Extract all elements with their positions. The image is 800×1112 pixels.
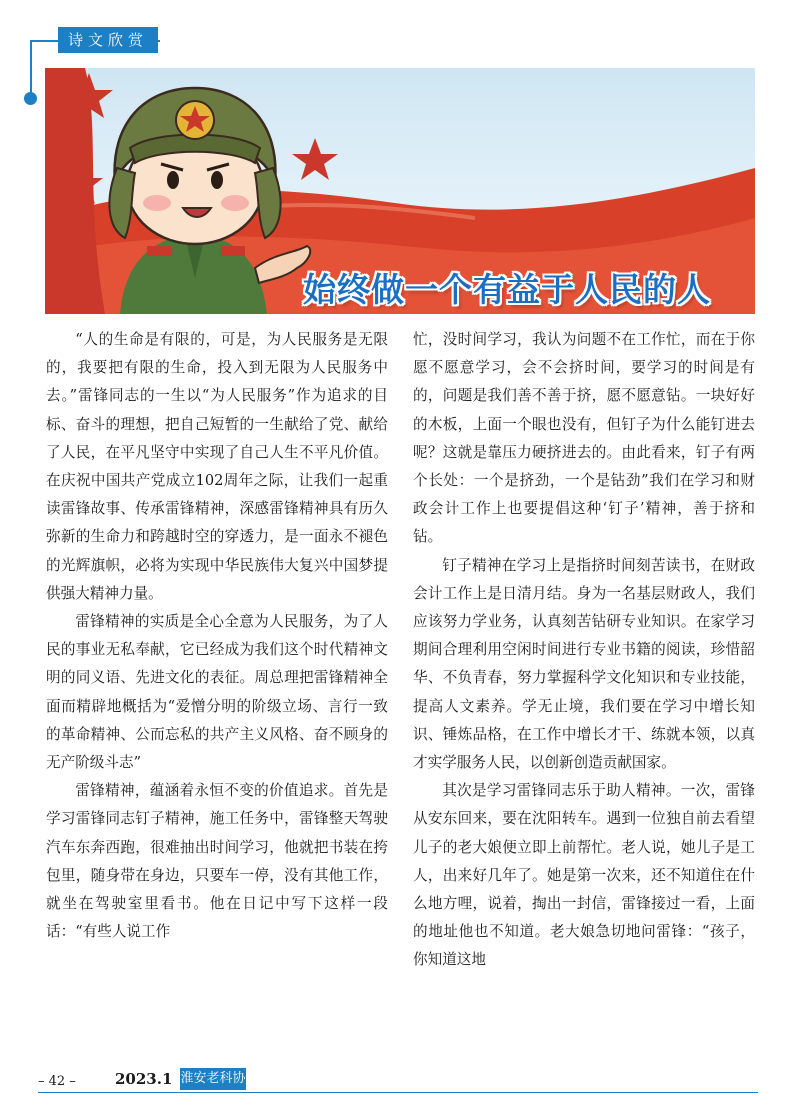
paragraph: 雷锋精神，蕴涵着永恒不变的价值追求。首先是学习雷锋同志钉子精神，施工任务中，雷锋整天驾驶汽车东奔西跑，很难抽出时间学习，他就把书装在挎包里，随身带在身边，只要车一停，没有其他工作，就坐在驾驶室里看书。他在日记中写下这样一段话：“有些人说工作 (46, 782, 388, 941)
section-dot (24, 92, 37, 105)
article-banner (45, 68, 755, 361)
article-title: 始终做一个有益于人民的人 (303, 270, 711, 309)
paragraph: 雷锋精神的实质是全心全意为人民服务，为了人民的事业无私奉献，它已经成为我们这个时代精神文明的同义语、先进文化的表征。周总理把雷锋精神全面而精辟地概括为“爱憎分明的阶级立场、言行一致的革命精神、公而忘私的共产主义风格、奋不顾身的无产阶级斗志” (46, 613, 388, 772)
section-rule-vertical (30, 40, 32, 98)
article-column-right (413, 326, 755, 975)
paragraph-continued: 忙，没时间学习，我认为问题不在工作忙，而在于你愿不愿意学习，会不会挤时间，要学习的时间是有的，问题是我们善不善于挤，愿不愿意钻。一块好好的木板，上面一个眼也没有，但钉子为什么能钉进去呢？这就是靠压力硬挤进去的。由此看来，钉子有两个长处：一个是挤劲，一个是钻劲”我们在学习和财政会计工作上也要提倡这种‘钉子’精神，善于挤和钻。 (413, 331, 755, 546)
author-organization: 淮安区老科协财经分会 (420, 345, 560, 361)
section-tag: 诗文欣赏 (58, 27, 158, 53)
paragraph: 钉子精神在学习上是指挤时间刻苦读书，在财政会计工作上是日清月结。身为一名基层财政人，我们应该努力学业务，认真刻苦钻研专业知识。在家学习期间合理利用空闲时间进行专业书籍的阅读，珍惜韶华、不负青春，努力掌握科学文化知识和专业技能，提高人文素养。学无止境，我们要在学习中增长知识、锤炼品格，在工作中增长才干、练就本领，以真才实学服务人民，以创新创造贡献国家。 (413, 556, 755, 772)
issue-label: 2023.1 (115, 1070, 173, 1088)
page-number: – 42 – (38, 1074, 76, 1089)
author-name: 赵长宝 (578, 345, 620, 361)
footer-rule (38, 1092, 758, 1093)
paragraph: 其次是学习雷锋同志乐于助人精神。一次，雷锋从安东回来，要在沈阳转车。遇到一位独自前去看望儿子的老大娘便立即上前帮忙。老人说，她儿子是工人，出来好几年了。她是第一次来，还不知道住在什么地方哩，说着，掏出一封信，雷锋接过一看，上面的地址他也不知道。老大娘急切地问雷锋：“孩子，你知道这地 (413, 782, 755, 969)
article-column-left (46, 326, 388, 946)
magazine-name: 淮安老科协 (180, 1068, 246, 1090)
paragraph: “人的生命是有限的，可是，为人民服务是无限的，我要把有限的生命，投入到无限为人民服务中去。”雷锋同志的一生以“为人民服务”作为追求的目标、奋斗的理想，把自己短暂的一生献给了党、献给了人民，在平凡坚守中实现了自己人生不平凡价值。在庆祝中国共产党成立102周年之际，让我们一起重读雷锋故事、传承雷锋精神，深感雷锋精神具有历久弥新的生命力和跨越时空的穿透力，是一面永不褪色的光辉旗帜，必将为实现中华民族伟大复兴中国梦提供强大精神力量。 (46, 331, 388, 602)
